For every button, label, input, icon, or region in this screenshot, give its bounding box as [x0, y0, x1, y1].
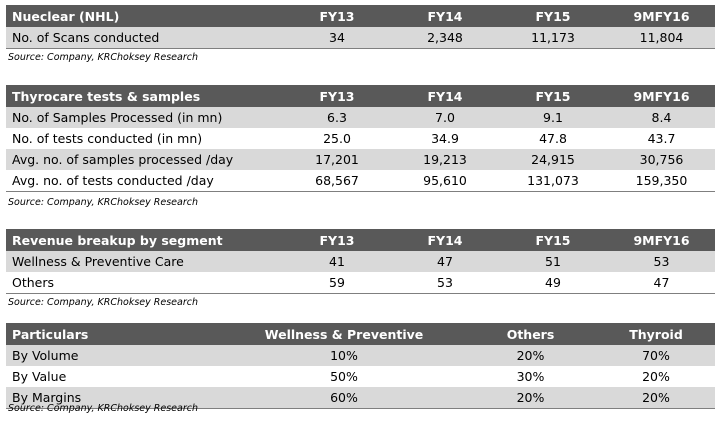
- cell: 7.0: [390, 107, 498, 128]
- table-row: [6, 107, 715, 128]
- table-row: [6, 251, 715, 272]
- cell: 2,348: [390, 27, 498, 49]
- cell: 59: [282, 272, 390, 294]
- header-cell: 9MFY16: [606, 229, 715, 251]
- header-cell: Thyrocare tests & samples: [6, 85, 282, 107]
- cell: 159,350: [606, 170, 715, 192]
- header-cell: Revenue breakup by segment: [6, 229, 282, 251]
- table-row: [6, 366, 715, 387]
- cell: 20%: [464, 345, 595, 366]
- source-note: Source: Company, KRChoksey Research: [8, 52, 198, 63]
- cell: 41: [282, 251, 390, 272]
- header-cell: FY13: [282, 229, 390, 251]
- cell: 47.8: [539, 131, 567, 146]
- cell: 49: [498, 272, 606, 294]
- header-cell: Nueclear (NHL): [6, 5, 282, 27]
- source-note: Source: Company, KRChoksey Research: [8, 197, 198, 208]
- header-cell: FY13: [282, 85, 390, 107]
- row-label: Wellness & Preventive Care: [6, 251, 282, 272]
- cell: 20%: [642, 369, 670, 384]
- cell: 131,073: [498, 170, 606, 192]
- header-cell: FY13: [282, 5, 390, 27]
- table-row: [6, 128, 715, 149]
- table-row: [6, 345, 715, 366]
- cell: 30,756: [606, 149, 715, 170]
- cell: 11,173: [498, 27, 606, 49]
- row-label: Avg. no. of tests conducted /day: [6, 170, 282, 192]
- cell: 8.4: [606, 107, 715, 128]
- header-cell: 9MFY16: [606, 5, 715, 27]
- cell: 51: [498, 251, 606, 272]
- header-cell: FY14: [390, 5, 498, 27]
- table-row: [6, 170, 715, 192]
- particulars-table: [6, 323, 715, 409]
- revenue-breakup-table: [6, 229, 715, 294]
- row-label: By Value: [12, 369, 67, 384]
- header-cell: Thyroid: [595, 323, 715, 345]
- cell: 25.0: [323, 131, 351, 146]
- row-label: No. of tests conducted (in mn): [12, 131, 203, 146]
- header-cell: FY15: [498, 85, 606, 107]
- nuclear-table: [6, 5, 715, 49]
- table-header-row: [6, 85, 715, 107]
- row-label: By Volume: [6, 345, 222, 366]
- cell: 10%: [222, 345, 464, 366]
- header-cell: FY15: [498, 229, 606, 251]
- cell: 17,201: [282, 149, 390, 170]
- cell: 50%: [330, 369, 358, 384]
- table-header-row: [6, 5, 715, 27]
- header-cell: FY14: [390, 85, 498, 107]
- table-row: [6, 149, 715, 170]
- source-note: Source: Company, KRChoksey Research: [8, 403, 198, 414]
- cell: 34.9: [431, 131, 459, 146]
- table-row: [6, 272, 715, 294]
- cell: 6.3: [282, 107, 390, 128]
- cell: 95,610: [390, 170, 498, 192]
- cell: 30%: [516, 369, 545, 384]
- cell: 11,804: [606, 27, 715, 49]
- header-cell: Particulars: [6, 323, 222, 345]
- cell: 53: [390, 272, 498, 294]
- row-label: Avg. no. of samples processed /day: [6, 149, 282, 170]
- table-header-row: [6, 229, 715, 251]
- table-header-row: [6, 323, 715, 345]
- cell: 20%: [464, 387, 595, 409]
- header-cell: FY14: [390, 229, 498, 251]
- header-cell: Others: [464, 323, 595, 345]
- header-cell: FY15: [498, 5, 606, 27]
- row-label: No. of Samples Processed (in mn): [6, 107, 282, 128]
- source-note: Source: Company, KRChoksey Research: [8, 297, 198, 308]
- row-label: No. of Scans conducted: [6, 27, 282, 49]
- cell: 60%: [222, 387, 464, 409]
- cell: 68,567: [282, 170, 390, 192]
- row-label: By Margins: [6, 387, 222, 409]
- header-cell: 9MFY16: [606, 85, 715, 107]
- cell: 53: [606, 251, 715, 272]
- cell: 47: [390, 251, 498, 272]
- cell: 43.7: [647, 131, 676, 146]
- cell: 34: [282, 27, 390, 49]
- cell: 19,213: [390, 149, 498, 170]
- row-label: Others: [6, 272, 282, 294]
- table-row: [6, 27, 715, 49]
- header-cell: Wellness & Preventive: [222, 323, 464, 345]
- cell: 47: [606, 272, 715, 294]
- cell: 24,915: [498, 149, 606, 170]
- cell: 20%: [595, 387, 715, 409]
- cell: 70%: [595, 345, 715, 366]
- cell: 9.1: [498, 107, 606, 128]
- thyrocare-tests-table: [6, 85, 715, 192]
